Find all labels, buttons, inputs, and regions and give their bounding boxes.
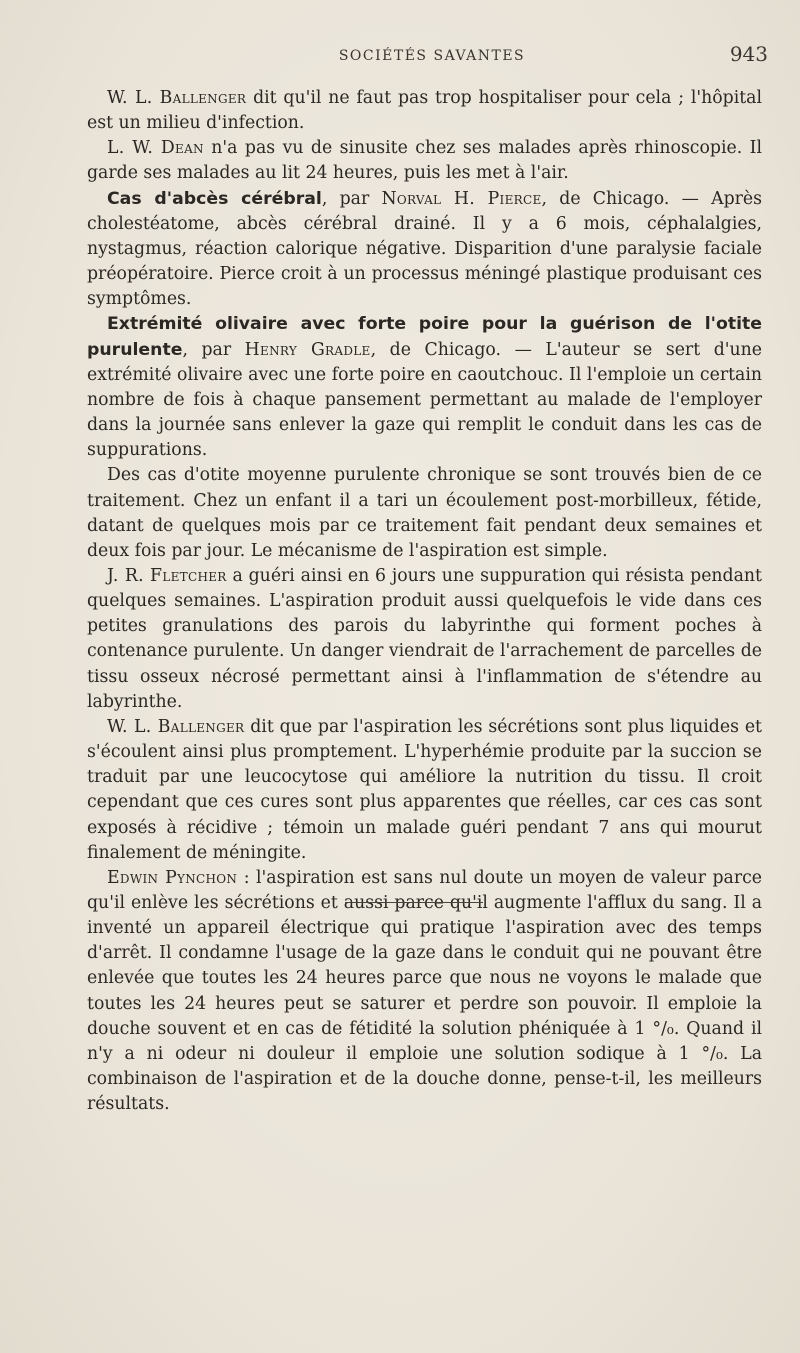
page-number: 943	[729, 42, 768, 66]
author-name: Henry Gradle	[244, 339, 371, 360]
section-end-rule	[345, 902, 483, 903]
running-head: SOCIÉTÉS SAVANTES	[338, 48, 526, 64]
speaker-name: L. W. Dean	[107, 138, 204, 159]
paragraph-pynchon	[87, 866, 762, 1118]
paragraph-ballenger-1	[87, 86, 762, 136]
article-body	[87, 86, 762, 1117]
paragraph-dean	[87, 136, 762, 186]
paragraph-text: a guéri ainsi en 6 jours une suppuration qui résista pendant quelques semaines. L'aspiration produit aussi quelquefois le vide dans ces petites granulations des parois du labyrinthe qui forment poches à contenance purulente. Un danger viendrait de l'arrachement de parcelles de tissu osseux nécrosé permettant ainsi à l'inflammation de s'étendre au labyrinthe.	[87, 565, 762, 712]
speaker-name: W. L. Ballenger	[107, 716, 245, 737]
paragraph-extremite-olivaire	[87, 312, 762, 463]
section-title: Cas d'abcès cérébral	[107, 188, 322, 209]
paragraph-abces-cerebral	[87, 187, 762, 313]
paragraph-text: n'a pas vu de sinusite chez ses malades après rhinoscopie. Il garde ses malades au lit 24 heures, puis les met à l'air.	[87, 138, 762, 184]
speaker-name: Edwin Pynchon	[107, 867, 238, 888]
paragraph-text: dit qu'il ne faut pas trop hospitaliser pour cela ; l'hôpital est un milieu d'infection.	[87, 88, 763, 134]
paragraph-otite-moyenne	[87, 463, 762, 564]
byline-connector: , par	[321, 188, 382, 209]
paragraph-ballenger-2	[87, 715, 762, 866]
paragraph-fletcher	[87, 564, 762, 715]
speaker-name: J. R. Fletcher	[107, 565, 227, 586]
paragraph-text: , de Chicago. — L'auteur se sert d'une extrémité olivaire avec une forte poire en caoutchouc. Il l'emploie un certain nombre de fois à chaque pansement permettant au malade de l'employer dans la journée sans enlever la gaze qui remplit le conduit dans les cas de suppurations.	[87, 339, 762, 461]
paragraph-text: , de Chicago. — Après cholestéatome, abcès cérébral drainé. Il y a 6 mois, céphalalgies, nystagmus, réaction calorique négative. Disparition d'une paralysie faciale préopératoire. Pierce croit à un processus méningé plastique produisant ces symptômes.	[87, 188, 763, 310]
byline-connector: , par	[182, 339, 245, 360]
paragraph-text: : l'aspiration est sans nul doute un moyen de valeur parce qu'il enlève les sécrétions et aussi parce qu'il augmente l'afflux du sang. Il a inventé un appareil électrique qui pratique l'aspiration avec des temps d'arrêt. Il condamne l'usage de la gaze dans le conduit qui ne pouvant être enlevée que toutes les 24 heures parce que nous ne voyons le malade que toutes les 24 heures peut se saturer et perdre son pouvoir. Il emploie la douche souvent et en cas de fétidité la solution phéniquée à 1 °/₀. Quand il n'y a ni odeur ni douleur il emploie une solution sodique à 1 °/₀. La combinaison de l'aspiration et de la douche donne, pense-t-il, les meilleurs résultats.	[87, 867, 762, 1115]
page-header	[96, 40, 768, 74]
author-name: Norval H. Pierce	[381, 188, 542, 209]
paragraph-text: Des cas d'otite moyenne purulente chronique se sont trouvés bien de ce traitement. Chez un enfant il a tari un écoulement post-morbilleux, fétide, datant de quelques mois par ce traitement fait pendant deux semaines et deux fois par jour. Le mécanisme de l'aspiration est simple.	[87, 465, 762, 561]
section-title: Extrémité olivaire avec forte poire pour la guérison de l'otite purulente	[87, 314, 762, 360]
speaker-name: W. L. Ballenger	[107, 88, 247, 108]
paragraph-text: dit que par l'aspiration les sécrétions sont plus liquides et s'écoulent ainsi plus promptement. L'hyperhémie produite par la succion se traduit par une leucocytose qui améliore la nutrition du tissu. Il croit cependant que ces cures sont plus apparentes que réelles, car ces cas sont exposés à récidive ; témoin un malade guéri pendant 7 ans qui mourut finalement de méningite.	[87, 716, 762, 863]
